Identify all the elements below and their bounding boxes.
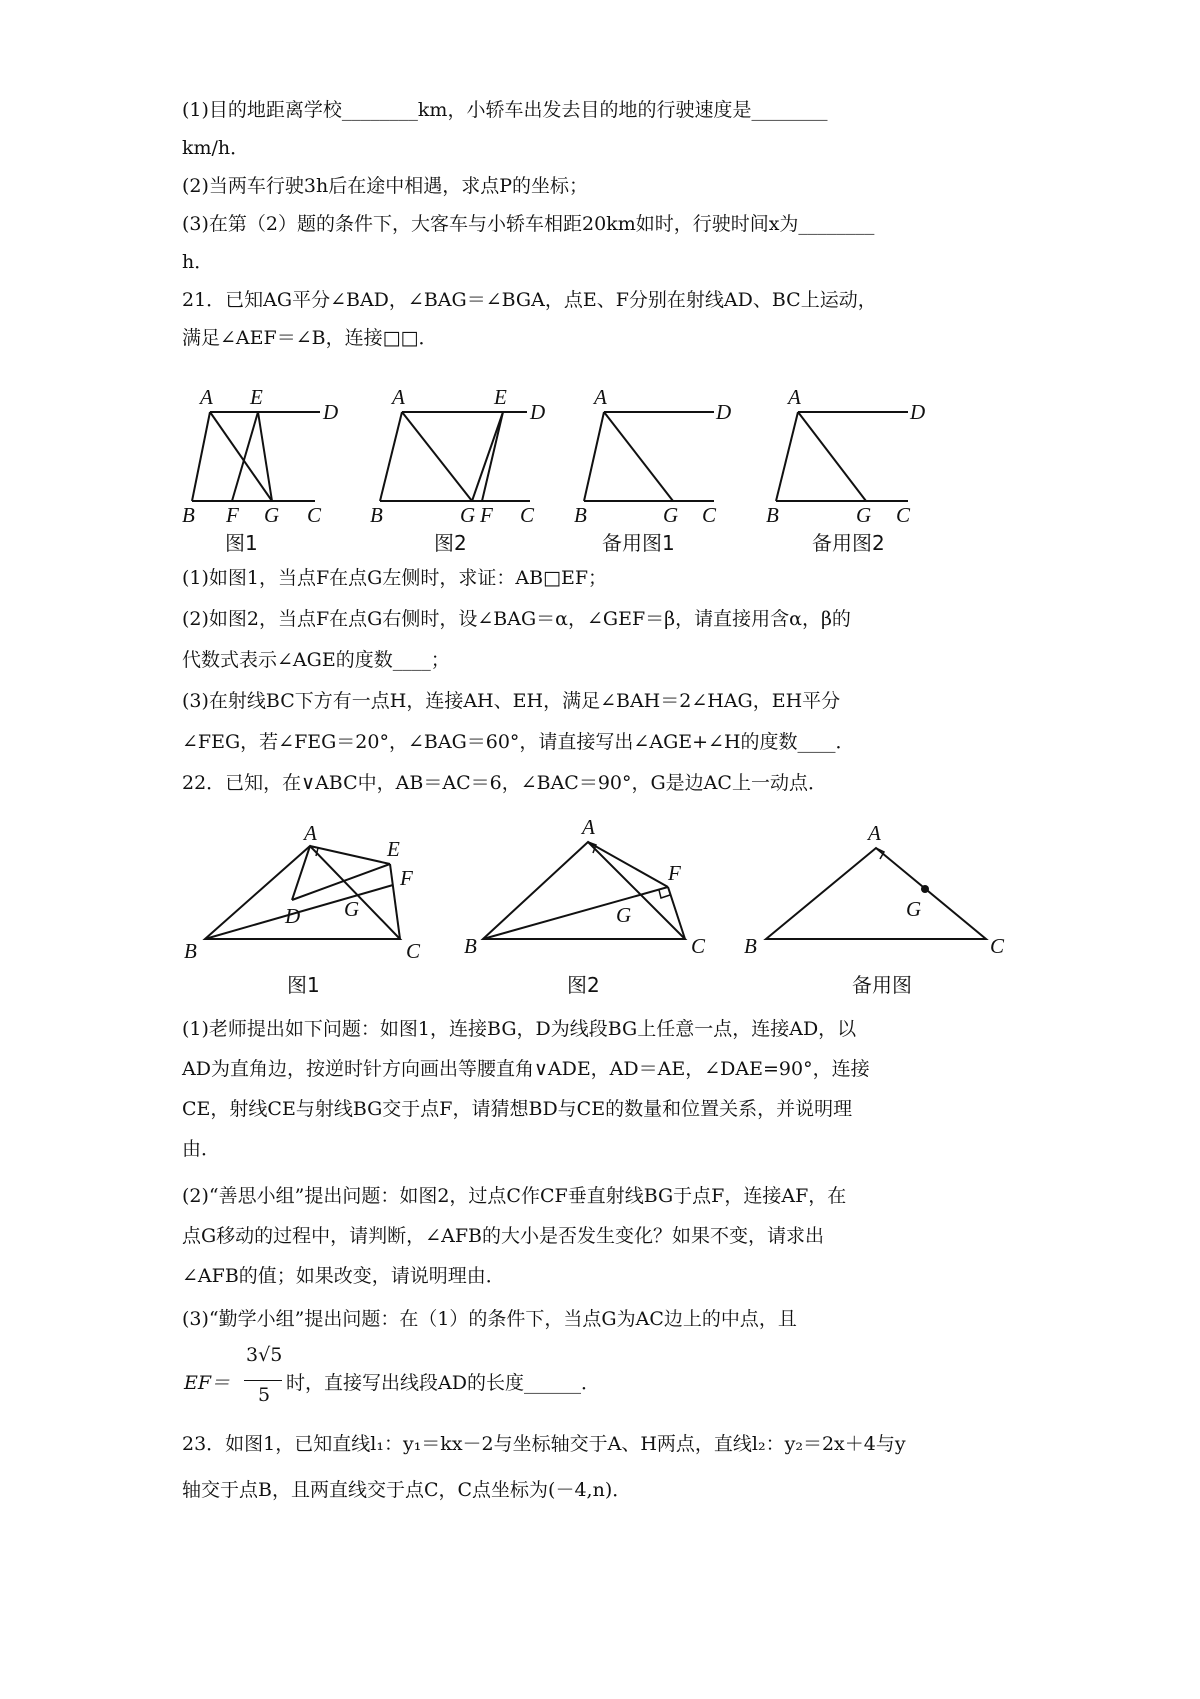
q22-figure-spare (740, 812, 1010, 997)
q22-part1-cont2: CE，射线CE与射线BG交于点F，请猜想BD与CE的数量和位置关系，并说明理 (182, 1098, 853, 1120)
figure-caption: 图2 (567, 973, 600, 997)
label-e: E (387, 837, 400, 861)
figure-caption: 备用图 (852, 973, 912, 997)
label-f: F (400, 866, 413, 890)
q20-part1-unit: km/h． (182, 137, 250, 159)
q22-figure-1 (180, 812, 450, 997)
q21-part1: (1)如图1，当点F在点G左侧时，求证：AB□EF； (182, 567, 608, 589)
label-b: B (370, 503, 383, 527)
q20-part3-unit: h． (182, 251, 214, 273)
q22-figure-2 (455, 812, 725, 997)
label-e: E (250, 385, 263, 409)
label-c: C (702, 503, 717, 527)
label-a: A (594, 385, 607, 409)
fraction-rest: 时，直接写出线段AD的长度______． (286, 1372, 600, 1394)
label-a: A (788, 385, 801, 409)
label-a: A (304, 821, 317, 845)
q23-stem-cont: 轴交于点B，且两直线交于点C，C点坐标为(－4,n)． (182, 1479, 632, 1501)
label-b: B (574, 503, 587, 527)
label-c: C (896, 503, 911, 527)
figure-caption: 备用图1 (602, 531, 675, 555)
fraction-bar (244, 1380, 282, 1381)
label-c: C (990, 934, 1005, 958)
q21-part3: (3)在射线BC下方有一点H，连接AH、EH，满足∠BAH＝2∠HAG，EH平分 (182, 690, 841, 712)
label-a: A (868, 821, 881, 845)
label-c: C (691, 934, 706, 958)
figure-caption: 图1 (287, 973, 320, 997)
q22-part3: (3)“勤学小组”提出问题：在（1）的条件下，当点G为AC边上的中点，且 (182, 1308, 797, 1330)
q22-part1-cont1: AD为直角边，按逆时针方向画出等腰直角∨ADE，AD＝AE，∠DAE=90°，连接 (182, 1058, 870, 1080)
label-g: G (663, 503, 679, 527)
label-g: G (856, 503, 872, 527)
label-g: G (906, 897, 922, 921)
label-d: D (910, 400, 926, 424)
label-d: D (716, 400, 732, 424)
label-f: F (226, 503, 239, 527)
label-c: C (406, 939, 421, 963)
fraction-lhs: EF＝ (184, 1372, 231, 1394)
label-c: C (307, 503, 322, 527)
label-e: E (494, 385, 507, 409)
q21-part2-cont: 代数式表示∠AGE的度数____； (182, 649, 450, 671)
label-a: A (200, 385, 213, 409)
label-g: G (616, 903, 632, 927)
q20-part3: (3)在第（2）题的条件下，大客车与小轿车相距20km如时，行驶时间x为________ (182, 213, 875, 235)
figure-caption: 图1 (225, 531, 258, 555)
label-f: F (668, 861, 681, 885)
q22-part3-fraction-line (182, 1344, 1032, 1414)
q20-part1: (1)目的地距离学校________km，小轿车出发去目的地的行驶速度是________ (182, 99, 828, 121)
q21-figure-1 (180, 384, 350, 555)
q21-part3-cont: ∠FEG，若∠FEG＝20°，∠BAG＝60°，请直接写出∠AGE+∠H的度数____． (182, 731, 855, 753)
label-b: B (464, 934, 477, 958)
label-d: D (323, 400, 339, 424)
fraction-numerator: 3√5 (246, 1344, 283, 1366)
q22-part1: (1)老师提出如下问题：如图1，连接BG，D为线段BG上任意一点，连接AD，以 (182, 1018, 857, 1040)
point-g-dot (921, 885, 929, 893)
label-g: G (264, 503, 280, 527)
figure-caption: 图2 (434, 531, 467, 555)
label-c: C (520, 503, 535, 527)
label-b: B (184, 939, 197, 963)
label-b: B (766, 503, 779, 527)
label-a: A (392, 385, 405, 409)
q22-part2-cont2: ∠AFB的值；如果改变，请说明理由． (182, 1265, 505, 1287)
q22-part1-cont3: 由． (182, 1138, 221, 1160)
q22-part2-cont1: 点G移动的过程中，请判断，∠AFB的大小是否发生变化？如果不变，请求出 (182, 1225, 824, 1247)
q20-part2: (2)当两车行驶3h后在途中相遇，求点P的坐标； (182, 175, 589, 197)
q21-stem-cont: 满足∠AEF＝∠B，连接□□． (182, 327, 438, 349)
label-g: G (344, 897, 360, 921)
q23-stem: 23．如图1，已知直线l₁：y₁＝kx－2与坐标轴交于A、H两点，直线l₂：y₂＝2x＋4与y (182, 1433, 906, 1455)
label-a: A (582, 815, 595, 839)
label-g: G (460, 503, 476, 527)
q22-stem: 22．已知，在∨ABC中，AB＝AC＝6，∠BAC＝90°，G是边AC上一动点． (182, 772, 827, 794)
label-b: B (744, 934, 757, 958)
q21-figure-spare-1 (574, 384, 734, 555)
q21-figure-spare-2 (766, 384, 928, 555)
q22-part2: (2)“善思小组”提出问题：如图2，过点C作CF垂直射线BG于点F，连接AF，在 (182, 1185, 847, 1207)
q21-part2: (2)如图2，当点F在点G右侧时，设∠BAG＝α，∠GEF＝β，请直接用含α，β的 (182, 608, 851, 630)
fraction-denominator: 5 (258, 1384, 271, 1406)
figure-caption: 备用图2 (812, 531, 885, 555)
label-b: B (182, 503, 195, 527)
label-f: F (480, 503, 493, 527)
q21-stem: 21．已知AG平分∠BAD，∠BAG＝∠BGA，点E、F分别在射线AD、BC上运动， (182, 289, 877, 311)
label-d: D (530, 400, 546, 424)
q21-figure-2 (370, 384, 552, 555)
label-d: D (285, 904, 301, 928)
